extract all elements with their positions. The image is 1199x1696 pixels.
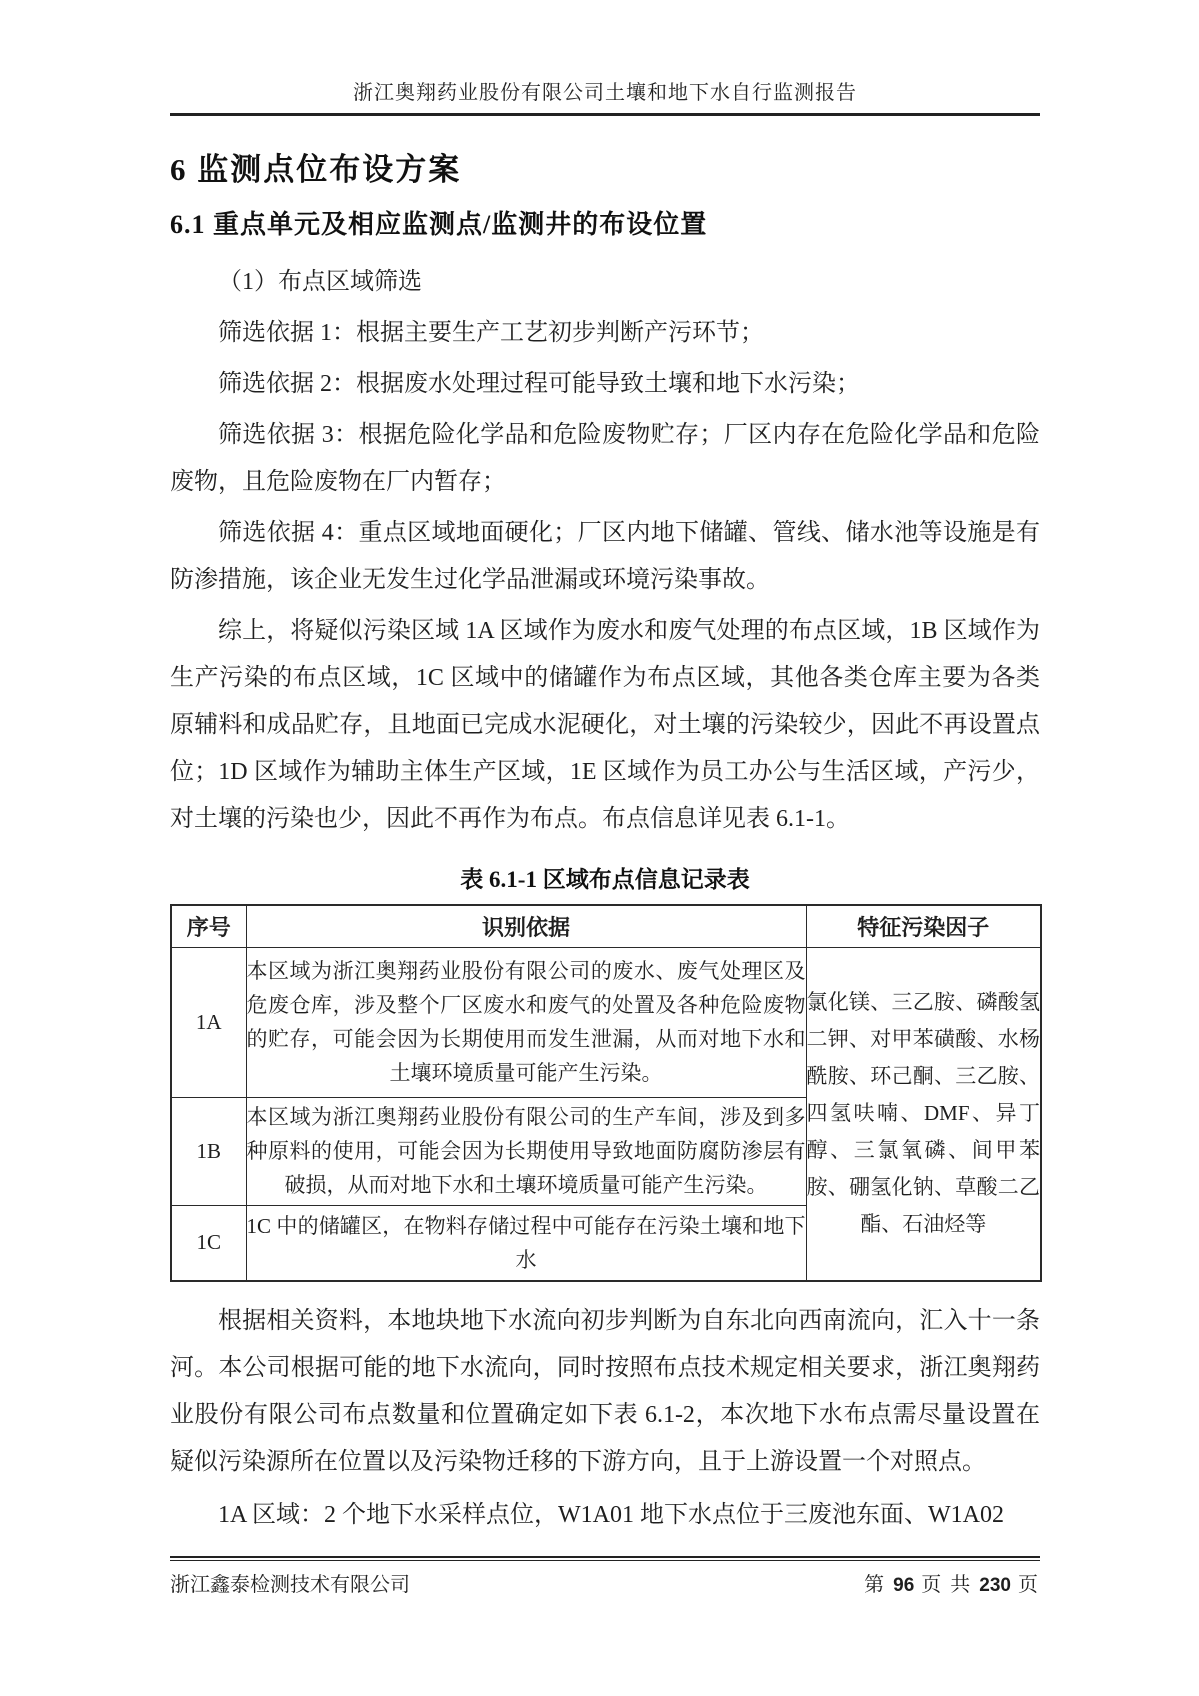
running-header (170, 0, 1040, 105)
section-title: 6 监测点位布设方案 (170, 152, 462, 187)
paragraph-groundwater-flow: 根据相关资料，本地块地下水流向初步判断为自东北向西南流向，汇入十一条河。本公司根据可能的地下水流向，同时按照布点技术规定相关要求，浙江奥翔药业股份有限公司布点数量和位置确定如下表 6.1-2，本次地下水布点需尽量设置在疑似污染源所在位置以及污染物迁移的下游方向，且于上游设置一个对照点。 (170, 1308, 1040, 1475)
zone-info-table (170, 904, 1042, 1282)
column-header-basis: 识别依据 (246, 905, 806, 947)
pollutant-factors-cell: 氯化镁、三乙胺、磷酸氢二钾、对甲苯磺酸、水杨酰胺、环己酮、三乙胺、四氢呋喃、DMF、异丁醇、三氯氧磷、间甲苯胺、硼氢化钠、草酸二乙酯、石油烃等 (806, 947, 1041, 1281)
zone-basis-cell: 本区域为浙江奥翔药业股份有限公司的生产车间，涉及到多种原料的使用，可能会因为长期使用导致地面防腐防渗层有破损，从而对地下水和土壤环境质量可能产生污染。 (246, 1097, 806, 1205)
zone-id-cell: 1A (171, 947, 246, 1097)
footer-row (170, 1568, 1040, 1597)
page-number: 96 (893, 1575, 915, 1596)
page-label-prefix: 第 (864, 1574, 887, 1596)
table-caption: 表 6.1-1 区域布点信息记录表 (460, 867, 750, 892)
paragraph-basis-3: 筛选依据 3：根据危险化学品和危险废物贮存；厂区内存在危险化学品和危险废物，且危险废物在厂内暂存； (170, 422, 1040, 495)
header-rule (170, 113, 1040, 116)
page-label-suffix: 页 (1018, 1574, 1040, 1596)
zone-id-cell: 1B (171, 1097, 246, 1205)
zone-basis-cell: 1C 中的储罐区，在物料存储过程中可能存在污染土壤和地下水 (246, 1205, 806, 1281)
paragraph-zone-1a-points: 1A 区域：2 个地下水采样点位，W1A01 地下水点位于三废池东面、W1A02 (218, 1502, 1004, 1528)
zone-id-cell: 1C (171, 1205, 246, 1281)
paragraph-basis-4: 筛选依据 4：重点区域地面硬化；厂区内地下储罐、管线、储水池等设施是有防渗措施，该企业无发生过化学品泄漏或环境污染事故。 (170, 520, 1040, 593)
column-header-pollutants: 特征污染因子 (806, 905, 1041, 947)
paragraph-basis-1: 筛选依据 1：根据主要生产工艺初步判断产污环节； (218, 320, 764, 346)
paragraph-screening-intro: （1）布点区域筛选 (218, 269, 422, 295)
footer-rule (170, 1556, 1040, 1561)
running-header-title: 浙江奥翔药业股份有限公司土壤和地下水自行监测报告 (353, 82, 857, 104)
paragraph-summary: 综上，将疑似污染区域 1A 区域作为废水和废气处理的布点区域，1B 区域作为生产污染的布点区域，1C 区域中的储罐作为布点区域，其他各类仓库主要为各类原辅料和成品贮存，且地面已完成水泥硬化，对土壤的污染较少，因此不再设置点位；1D 区域作为辅助主体生产区域，1E 区域作为员工办公与生活区域，产污少，对土壤的污染也少，因此不再作为布点。布点信息详见表 6.1-1。 (170, 618, 1040, 832)
total-pages: 230 (979, 1575, 1011, 1596)
table-header-row (171, 905, 1041, 947)
running-footer (170, 1556, 1040, 1597)
paragraph-basis-2: 筛选依据 2：根据废水处理过程可能导致土壤和地下水污染； (218, 371, 860, 397)
footer-company-name: 浙江鑫泰检测技术有限公司 (170, 1574, 410, 1596)
zone-basis-cell: 本区域为浙江奥翔药业股份有限公司的废水、废气处理区及危废仓库，涉及整个厂区废水和废气的处置及各种危险废物的贮存，可能会因为长期使用而发生泄漏，从而对地下水和土壤环境质量可能产生污染。 (246, 947, 806, 1097)
table-row (171, 947, 1041, 1097)
page-label-middle: 页 共 (921, 1574, 973, 1596)
column-header-id: 序号 (171, 905, 246, 947)
subsection-title: 6.1 重点单元及相应监测点/监测井的布设位置 (170, 210, 708, 239)
footer-page-info (864, 1568, 1040, 1597)
